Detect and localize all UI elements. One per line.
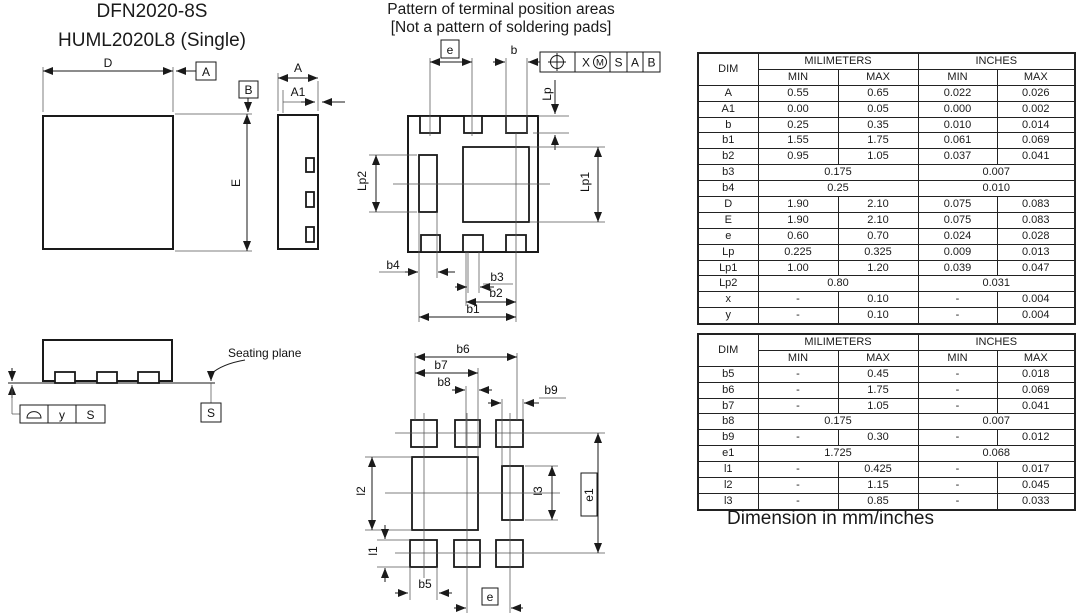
dimension-a1 [283, 85, 345, 113]
label-b: b [510, 43, 518, 57]
dimension-e1 [581, 433, 598, 553]
package-top-side-view-drawing [0, 55, 360, 345]
label-b2: b2 [489, 286, 503, 300]
label-l1: l1 [366, 546, 380, 556]
mm-max-cell: 0.10 [838, 308, 918, 324]
in-max-cell: 0.018 [997, 366, 1075, 382]
in-max-cell: 0.069 [997, 133, 1075, 149]
mm-max-cell: 0.10 [838, 292, 918, 308]
mm-max-cell: 0.425 [838, 462, 918, 478]
dimension-b8 [437, 375, 492, 390]
in-min-cell: 0.039 [918, 260, 997, 276]
label-l2: l2 [354, 486, 368, 496]
label-b9: b9 [544, 383, 558, 397]
mm-min-cell: 1.00 [758, 260, 838, 276]
dimension-d [43, 56, 173, 112]
inches-group-header: INCHES [918, 334, 1075, 350]
dim-cell: b1 [698, 133, 758, 149]
dim-cell: b4 [698, 181, 758, 197]
table-row [698, 244, 1075, 260]
in-max-cell: 0.002 [997, 101, 1075, 117]
header-row-groups [698, 53, 1075, 69]
table-row [698, 228, 1075, 244]
in-span-cell: 0.010 [918, 181, 1075, 197]
in-max-cell: 0.041 [997, 398, 1075, 414]
table-row [698, 430, 1075, 446]
pattern-header-line2: [Not a pattern of soldering pads] [390, 19, 612, 36]
mm-min-cell: 0.95 [758, 149, 838, 165]
label-l3: l3 [531, 486, 545, 496]
package-body-top-view [43, 116, 173, 249]
in-min-cell: 0.010 [918, 117, 997, 133]
in-max-header: MAX [997, 350, 1075, 366]
in-max-cell: 0.047 [997, 260, 1075, 276]
dimension-l2 [354, 457, 412, 530]
fcf-s-label: S [614, 55, 623, 70]
in-min-header: MIN [918, 69, 997, 85]
label-e-boxed: e [486, 590, 494, 604]
mm-max-cell: 0.45 [838, 366, 918, 382]
dim-cell: b6 [698, 382, 758, 398]
mm-max-cell: 0.65 [838, 85, 918, 101]
table-row [698, 366, 1075, 382]
dim-header: DIM [698, 53, 758, 85]
table-row [698, 382, 1075, 398]
mm-max-cell: 2.10 [838, 197, 918, 213]
table-row [698, 414, 1075, 430]
dim-cell: b7 [698, 398, 758, 414]
label-b3: b3 [490, 270, 504, 284]
in-max-cell: 0.017 [997, 462, 1075, 478]
terminal-area [410, 540, 437, 567]
in-min-cell: 0.000 [918, 101, 997, 117]
dimension-b3 [455, 270, 513, 287]
dim-cell: l1 [698, 462, 758, 478]
table-row [698, 276, 1075, 292]
mm-max-cell: 0.70 [838, 228, 918, 244]
dim-header: DIM [698, 334, 758, 366]
thermal-pad-area [463, 147, 529, 222]
label-b4: b4 [386, 258, 400, 272]
dimension-b6 [415, 342, 517, 357]
terminal [138, 372, 159, 383]
mm-min-cell: - [758, 493, 838, 509]
in-min-cell: - [918, 292, 997, 308]
in-min-cell: 0.075 [918, 212, 997, 228]
mm-min-cell: 0.225 [758, 244, 838, 260]
table-row [698, 149, 1075, 165]
dim-cell: b5 [698, 366, 758, 382]
mm-max-cell: 1.05 [838, 398, 918, 414]
table-row [698, 85, 1075, 101]
label-a: A [293, 61, 303, 75]
in-min-cell: 0.061 [918, 133, 997, 149]
terminal-area [496, 540, 523, 567]
dimension-b9 [488, 383, 566, 403]
table-row [698, 446, 1075, 462]
datum-a [176, 62, 216, 80]
mm-min-cell: - [758, 382, 838, 398]
mm-min-cell: - [758, 430, 838, 446]
in-max-cell: 0.013 [997, 244, 1075, 260]
table-row [698, 101, 1075, 117]
mm-span-cell: 0.175 [758, 414, 918, 430]
dim-cell: b8 [698, 414, 758, 430]
large-pad-area [412, 457, 478, 530]
mm-min-cell: 0.25 [758, 117, 838, 133]
dim-cell: Lp [698, 244, 758, 260]
label-b5: b5 [418, 577, 432, 591]
mm-min-cell: - [758, 292, 838, 308]
label-lp: Lp [540, 87, 554, 101]
terminal-area [455, 420, 480, 447]
mm-max-cell: 1.15 [838, 478, 918, 494]
header-row-groups [698, 334, 1075, 350]
table-row [698, 478, 1075, 494]
units-caption: Dimension in mm/inches [727, 508, 934, 529]
inches-group-header: INCHES [918, 53, 1075, 69]
table-row [698, 260, 1075, 276]
terminal [306, 158, 314, 172]
in-min-cell: - [918, 493, 997, 509]
dim-cell: Lp1 [698, 260, 758, 276]
mm-min-cell: 1.90 [758, 197, 838, 213]
mm-max-header: MAX [838, 350, 918, 366]
in-max-header: MAX [997, 69, 1075, 85]
datum-a-label: A [201, 65, 211, 79]
dim-cell: e1 [698, 446, 758, 462]
dimensions-table-2 [697, 333, 1076, 511]
in-max-cell: 0.045 [997, 478, 1075, 494]
mm-max-cell: 1.75 [838, 133, 918, 149]
table-row [698, 181, 1075, 197]
mm-span-cell: 0.80 [758, 276, 918, 292]
in-max-cell: 0.014 [997, 117, 1075, 133]
table-row [698, 292, 1075, 308]
label-e1-boxed: e1 [582, 488, 596, 502]
mm-max-cell: 1.75 [838, 382, 918, 398]
dimension-e [175, 114, 252, 251]
seating-plane-callout [201, 346, 302, 422]
mm-max-cell: 2.10 [838, 212, 918, 228]
mm-max-cell: 0.325 [838, 244, 918, 260]
dim-cell: y [698, 308, 758, 324]
in-min-cell: - [918, 308, 997, 324]
side-view-terminals [306, 158, 314, 242]
dim-cell: b2 [698, 149, 758, 165]
table-row [698, 462, 1075, 478]
dimensions-table-1 [697, 52, 1076, 325]
label-lp1: Lp1 [578, 171, 592, 193]
mm-max-cell: 1.05 [838, 149, 918, 165]
dim-cell: e [698, 228, 758, 244]
seating-plane-drawing [0, 330, 330, 445]
label-d: D [103, 56, 113, 70]
dim-cell: x [698, 292, 758, 308]
dimension-e-bottom [454, 588, 523, 608]
mm-min-cell: 1.55 [758, 133, 838, 149]
dimension-b1 [419, 302, 516, 317]
table-row [698, 165, 1075, 181]
datum-s-label: S [206, 406, 216, 420]
in-min-cell: 0.037 [918, 149, 997, 165]
terminal [55, 372, 75, 383]
in-min-cell: - [918, 382, 997, 398]
fcf-a-label: A [630, 55, 640, 70]
dim-cell: E [698, 212, 758, 228]
fcf-b-label: B [647, 55, 656, 70]
dimension-b5 [395, 567, 452, 600]
mm-min-cell: - [758, 462, 838, 478]
in-max-cell: 0.083 [997, 197, 1075, 213]
table-row [698, 308, 1075, 324]
label-b1: b1 [466, 302, 480, 316]
in-min-cell: - [918, 478, 997, 494]
dim-cell: A1 [698, 101, 758, 117]
in-min-cell: 0.009 [918, 244, 997, 260]
dim-cell: l3 [698, 493, 758, 509]
mm-min-cell: - [758, 478, 838, 494]
mm-min-cell: - [758, 398, 838, 414]
dimension-l1 [366, 525, 410, 582]
label-a1: A1 [290, 85, 306, 99]
label-b6: b6 [456, 342, 470, 356]
label-b7: b7 [434, 358, 448, 372]
package-body-side-view [278, 115, 318, 249]
in-max-cell: 0.069 [997, 382, 1075, 398]
dim-cell: l2 [698, 478, 758, 494]
in-span-cell: 0.068 [918, 446, 1075, 462]
terminal [306, 192, 314, 207]
terminal-area [463, 235, 483, 252]
dim-cell: A [698, 85, 758, 101]
datum-b [239, 81, 258, 112]
dimension-lp1 [529, 147, 605, 222]
dim-cell: b9 [698, 430, 758, 446]
dimension-b4 [379, 258, 455, 272]
in-min-cell: - [918, 366, 997, 382]
in-min-cell: - [918, 430, 997, 446]
fcf-m-label: M [596, 57, 604, 69]
mm-group-header: MILIMETERS [758, 334, 918, 350]
mm-min-header: MIN [758, 350, 838, 366]
bottom-terminal-areas [410, 420, 523, 567]
dimension-e-pitch [430, 40, 472, 62]
in-span-cell: 0.007 [918, 165, 1075, 181]
mm-group-header: MILIMETERS [758, 53, 918, 69]
position-tolerance-frame [540, 52, 660, 72]
in-max-cell: 0.026 [997, 85, 1075, 101]
mm-max-cell: 0.35 [838, 117, 918, 133]
dimension-b [493, 43, 540, 62]
mm-min-cell: 0.55 [758, 85, 838, 101]
mm-min-cell: 0.60 [758, 228, 838, 244]
in-min-cell: - [918, 462, 997, 478]
in-max-cell: 0.012 [997, 430, 1075, 446]
table-row [698, 197, 1075, 213]
mm-min-cell: - [758, 308, 838, 324]
dim-cell: b [698, 117, 758, 133]
mm-min-cell: 1.90 [758, 212, 838, 228]
label-lp2: Lp2 [355, 170, 369, 192]
label-b8: b8 [437, 375, 451, 389]
fcf-x-label: X [581, 55, 591, 70]
dimension-b2 [466, 286, 516, 302]
in-max-cell: 0.033 [997, 493, 1075, 509]
terminal [97, 372, 117, 383]
mm-max-cell: 0.85 [838, 493, 918, 509]
in-min-cell: - [918, 398, 997, 414]
dim-cell: b3 [698, 165, 758, 181]
terminal [306, 227, 314, 242]
in-max-cell: 0.004 [997, 308, 1075, 324]
label-e: E [229, 178, 243, 188]
fcf-s-label: S [86, 408, 95, 422]
in-span-cell: 0.031 [918, 276, 1075, 292]
terminal-area [506, 116, 527, 133]
in-max-cell: 0.041 [997, 149, 1075, 165]
in-max-cell: 0.028 [997, 228, 1075, 244]
mm-min-cell: - [758, 366, 838, 382]
in-max-cell: 0.083 [997, 212, 1075, 228]
in-min-cell: 0.075 [918, 197, 997, 213]
terminal-area [464, 116, 482, 133]
bottom-terminals [55, 372, 159, 383]
table-row [698, 212, 1075, 228]
table-row [698, 133, 1075, 149]
part-number-title: HUML2020L8 (Single) [58, 30, 246, 51]
dimension-b7 [415, 358, 478, 373]
table-row [698, 117, 1075, 133]
fcf-y-label: y [59, 408, 65, 422]
seating-plane-label: Seating plane [228, 346, 302, 360]
mm-max-cell: 1.20 [838, 260, 918, 276]
in-min-cell: 0.022 [918, 85, 997, 101]
pattern-header-line1: Pattern of terminal position areas [387, 1, 615, 18]
dim-cell: Lp2 [698, 276, 758, 292]
mm-max-cell: 0.30 [838, 430, 918, 446]
in-max-cell: 0.004 [997, 292, 1075, 308]
mm-span-cell: 0.175 [758, 165, 918, 181]
mm-min-cell: 0.00 [758, 101, 838, 117]
mm-max-header: MAX [838, 69, 918, 85]
mm-span-cell: 1.725 [758, 446, 918, 462]
mm-min-header: MIN [758, 69, 838, 85]
datum-b-label: B [244, 83, 253, 97]
in-min-header: MIN [918, 350, 997, 366]
in-min-cell: 0.024 [918, 228, 997, 244]
terminal-area [496, 420, 523, 447]
in-span-cell: 0.007 [918, 414, 1075, 430]
dim-cell: D [698, 197, 758, 213]
mm-span-cell: 0.25 [758, 181, 918, 197]
terminal-area [419, 155, 437, 212]
page-title: DFN2020-8S [96, 1, 208, 22]
terminal-pattern-drawing [355, 38, 700, 614]
label-e-boxed: e [446, 43, 454, 57]
mm-max-cell: 0.05 [838, 101, 918, 117]
pattern-header [356, 1, 646, 37]
table-row [698, 398, 1075, 414]
